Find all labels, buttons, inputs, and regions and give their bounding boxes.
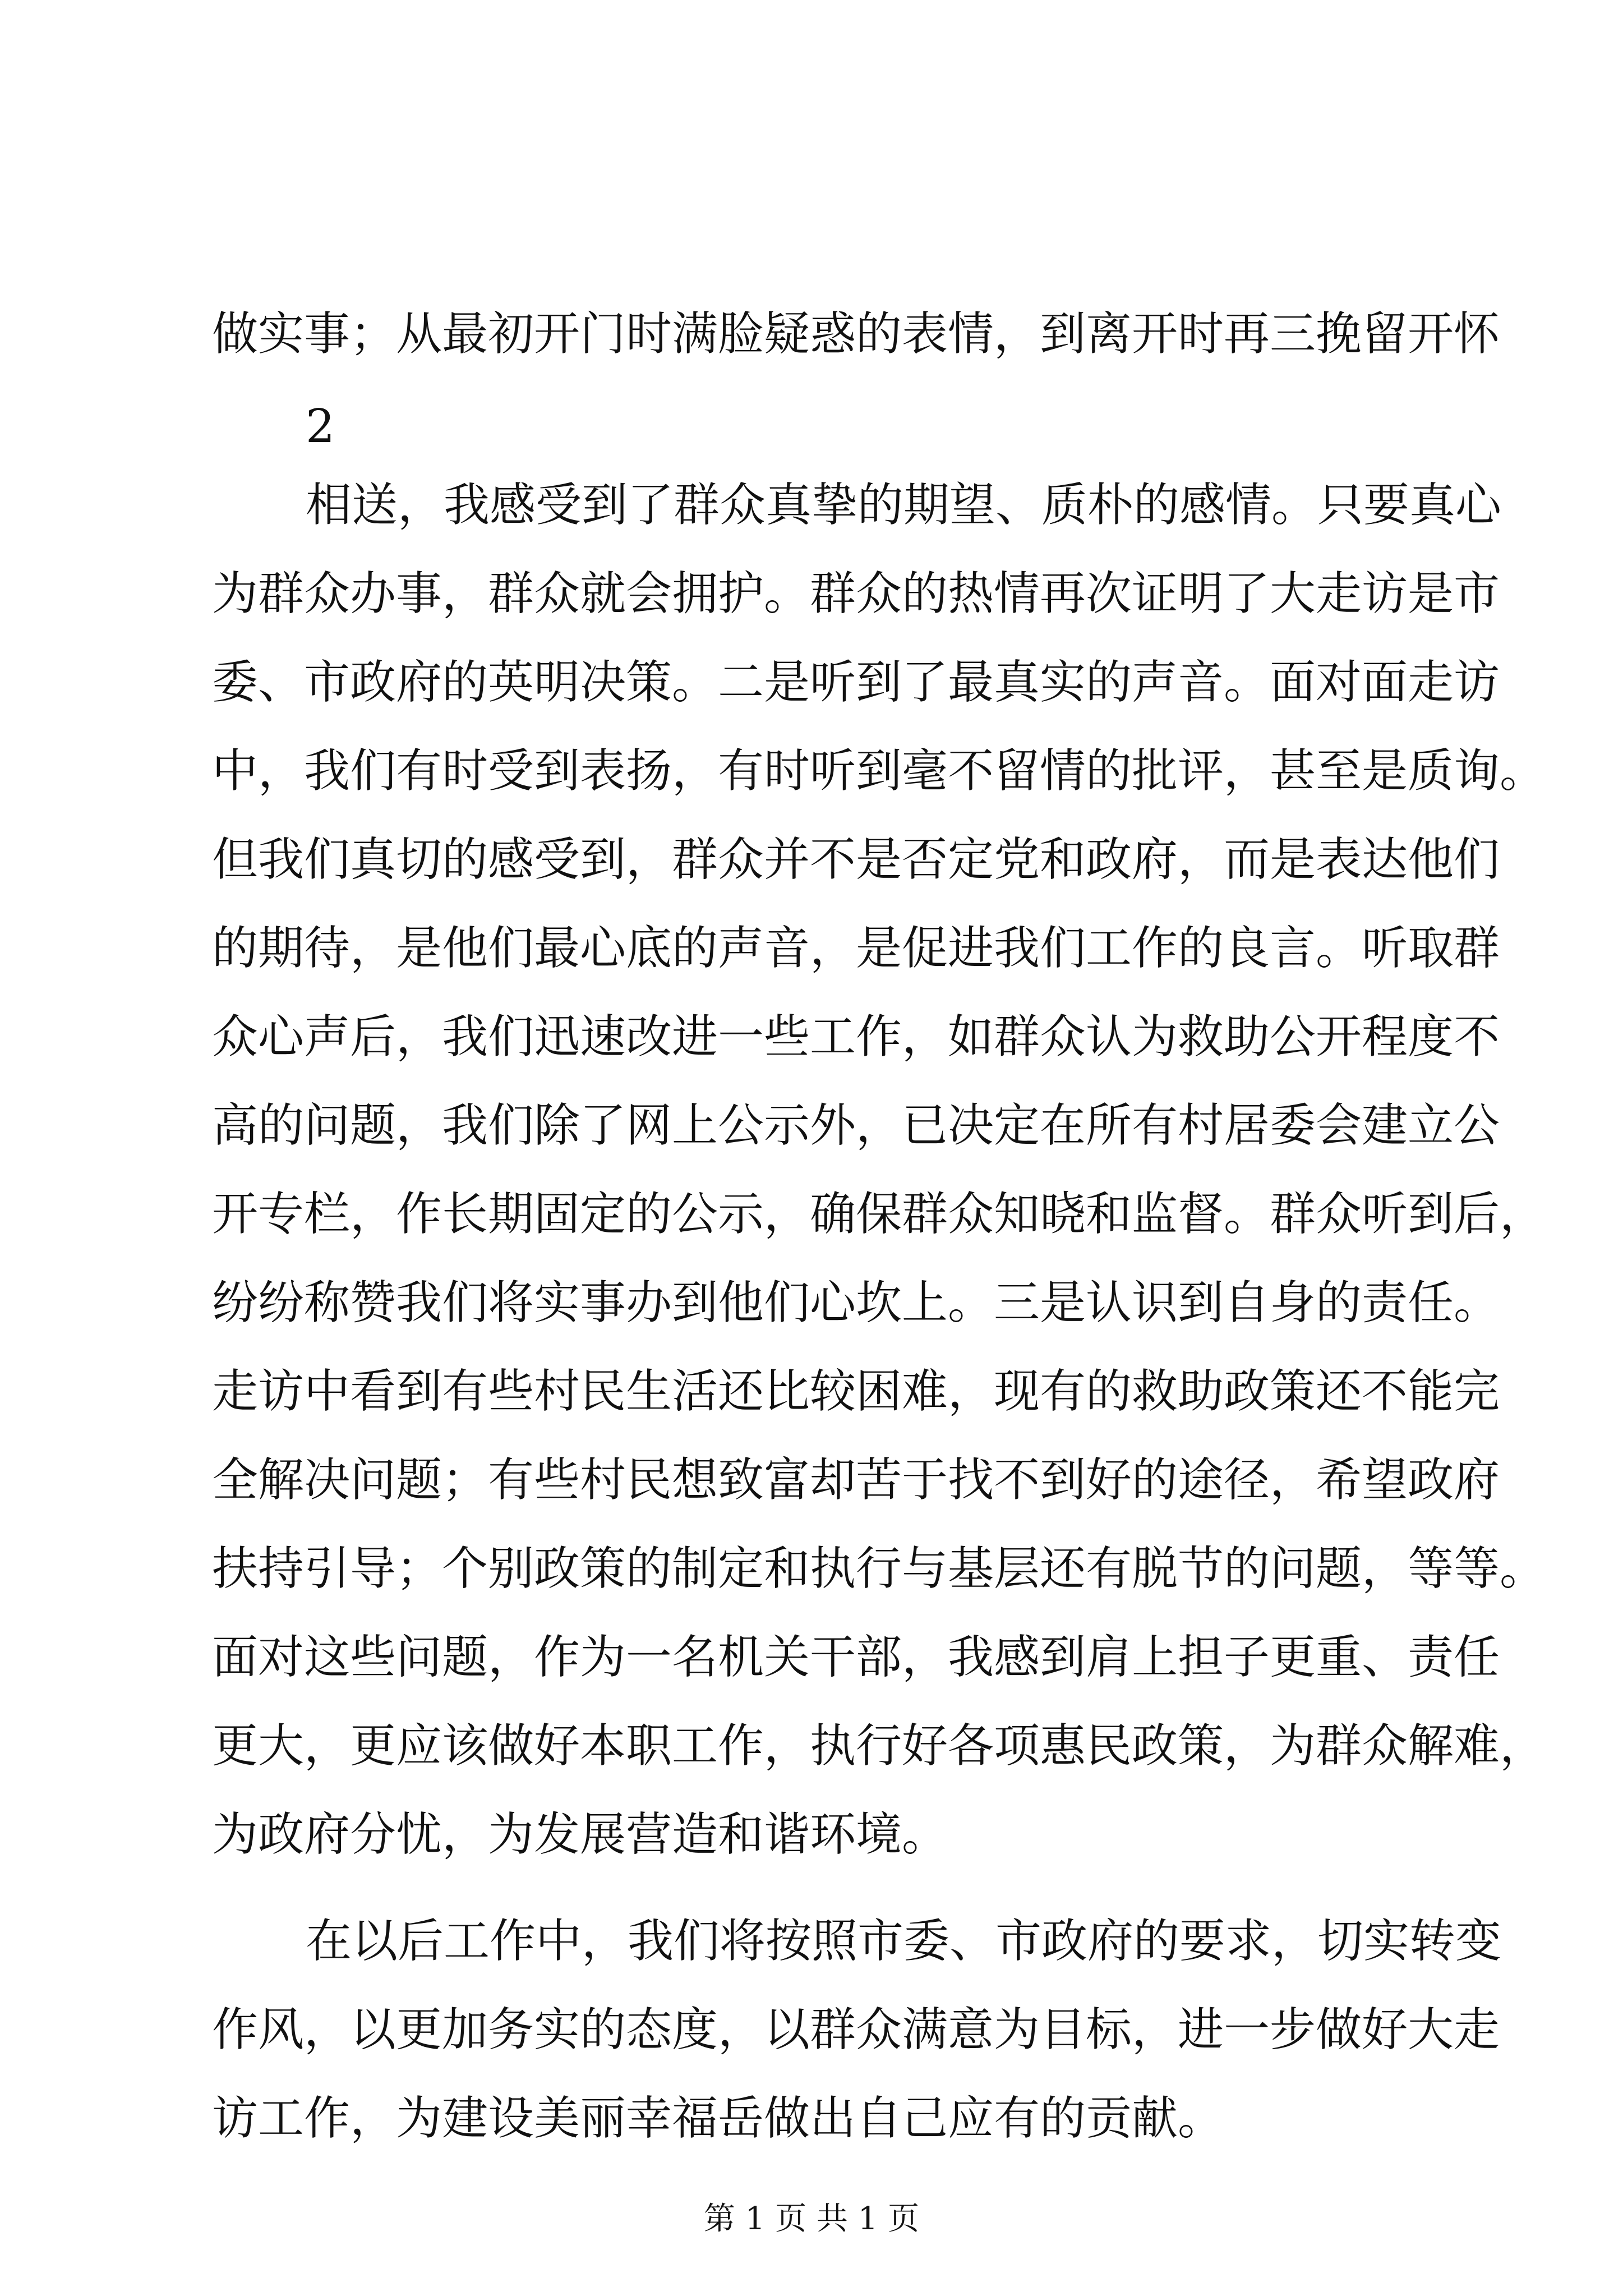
text-line: 面对这些问题，作为一名机关干部，我感到肩上担子更重、责任 [212,1631,1500,1684]
text-line: 做实事；从最初开门时满脸疑惑的表情，到离开时再三挽留开怀 [212,307,1500,361]
text-line: 相送，我感受到了群众真挚的期望、质朴的感情。只要真心 [306,478,1502,532]
text-line: 为政府分忧，为发展营造和谐环境。 [212,1808,948,1861]
text-line: 全解决问题；有些村民想致富却苦于找不到好的途径，希望政府 [212,1453,1500,1507]
text-line: 的期待，是他们最心底的声音，是促进我们工作的良言。听取群 [212,922,1500,975]
text-line: 众心声后，我们迅速改进一些工作，如群众认为救助公开程度不 [212,1010,1500,1064]
page-footer: 第 1 页 共 1 页 [703,2201,920,2237]
text-line: 但我们真切的感受到，群众并不是否定党和政府，而是表达他们 [212,833,1500,886]
text-line: 更大，更应该做好本职工作，执行好各项惠民政策，为群众解难， [212,1719,1546,1773]
text-line: 纷纷称赞我们将实事办到他们心坎上。三是认识到自身的责任。 [212,1276,1500,1329]
text-line: 高的问题，我们除了网上公示外，已决定在所有村居委会建立公 [212,1099,1500,1152]
text-line: 走访中看到有些村民生活还比较困难，现有的救助政策还不能完 [212,1365,1500,1418]
text-line: 访工作，为建设美丽幸福岳做出自己应有的贡献。 [212,2092,1224,2145]
text-line: 中，我们有时受到表扬，有时听到毫不留情的批评，甚至是质询。 [212,744,1546,798]
text-line: 作风，以更加务实的态度，以群众满意为目标，进一步做好大走 [212,2003,1500,2056]
page-marker: 2 [306,400,335,453]
text-line: 开专栏，作长期固定的公示，确保群众知晓和监督。群众听到后， [212,1188,1546,1241]
text-line: 委、市政府的英明决策。二是听到了最真实的声音。面对面走访 [212,656,1500,709]
text-line: 为群众办事，群众就会拥护。群众的热情再次证明了大走访是市 [212,567,1500,620]
text-line: 扶持引导；个别政策的制定和执行与基层还有脱节的问题，等等。 [212,1542,1546,1595]
text-line: 在以后工作中，我们将按照市委、市政府的要求，切实转变 [306,1915,1502,1968]
